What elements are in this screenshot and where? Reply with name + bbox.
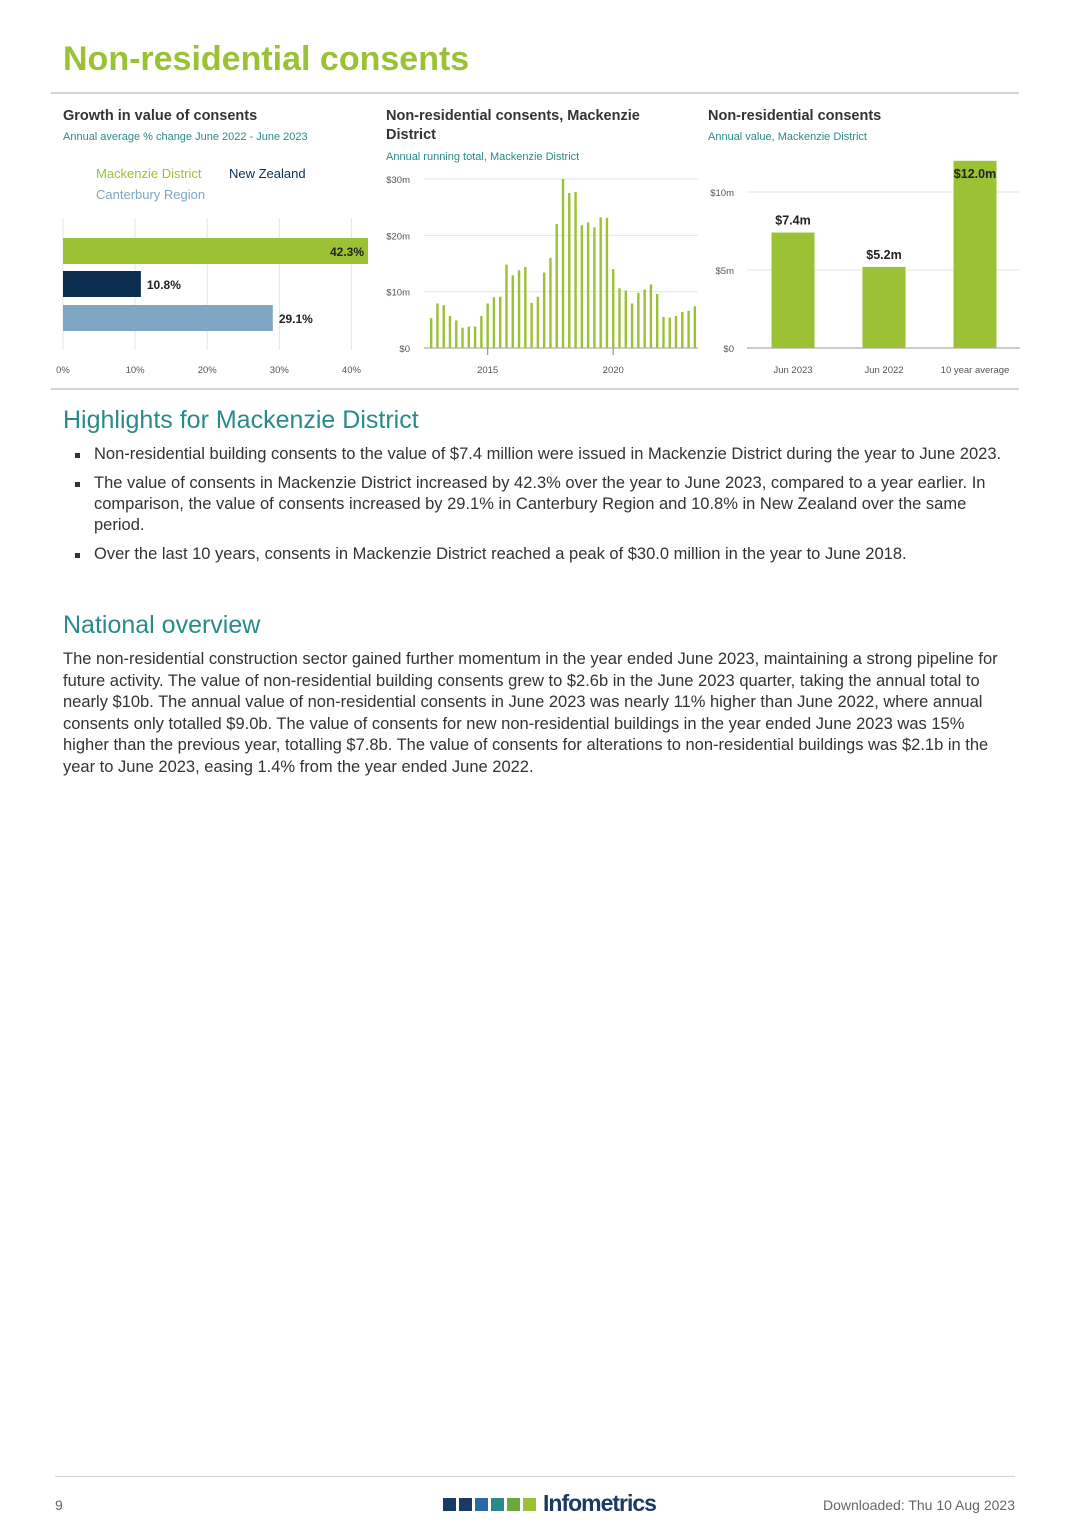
y-tick-label: $0: [399, 344, 410, 355]
logo-square-icon: [491, 1498, 504, 1511]
bar: [643, 289, 645, 348]
chart1-legend-item-1: New Zealand: [229, 166, 306, 181]
bar-mackenzie-district: [63, 238, 368, 264]
bar: [480, 316, 482, 348]
bar: [637, 293, 639, 348]
bar: [430, 318, 432, 348]
bar: [574, 192, 576, 348]
bar-new-zealand: [63, 271, 141, 297]
highlight-item: Over the last 10 years, consents in Mackenzie District reached a peak of $30.0 million in the year to June 2018.: [63, 544, 1008, 565]
footer-divider: [55, 1476, 1015, 1477]
bar: [656, 294, 658, 348]
bar: [549, 258, 551, 348]
bar: [436, 303, 438, 348]
x-tick-label: 0%: [56, 365, 70, 376]
highlight-item: The value of consents in Mackenzie District increased by 42.3% over the year to June 2023, compared to a year earlier. In comparison, the value of consents increased by 29.1% in Canterbury Region and 10.8% in New Zealand over the same period.: [63, 473, 1008, 536]
charts-divider: [51, 388, 1019, 390]
annual-value-bar-chart: [703, 152, 1023, 382]
y-tick-label: $10m: [710, 188, 734, 199]
logo-square-icon: [523, 1498, 536, 1511]
chart1-title: Growth in value of consents: [63, 108, 258, 124]
chart3-title: Non-residential consents: [708, 108, 882, 124]
page-number: 9: [55, 1497, 63, 1513]
bar: [537, 297, 539, 348]
bar: [442, 305, 444, 348]
bar: [518, 270, 520, 348]
bar: [562, 179, 564, 348]
bar: [593, 227, 595, 348]
bar: [474, 327, 476, 348]
y-tick-label: $10m: [386, 287, 410, 299]
chart1-legend-item-2: Canterbury Region: [96, 187, 206, 202]
page-title: Non-residential consents: [63, 40, 470, 78]
bar: [468, 327, 470, 348]
download-date: Downloaded: Thu 10 Aug 2023: [822, 1497, 1015, 1513]
bar-value-label: $5.2m: [866, 247, 902, 262]
x-tick-label: 40%: [341, 365, 361, 376]
x-tick-label: 10 year average: [940, 365, 1010, 376]
x-tick-label: 30%: [269, 365, 289, 376]
y-tick-label: $30m: [386, 175, 410, 186]
chart2-subtitle: Annual running total, Mackenzie District: [386, 151, 580, 163]
chart3-subtitle: Annual value, Mackenzie District: [708, 131, 867, 143]
bar-value-label: $12.0m: [953, 166, 997, 181]
highlights-list: [63, 444, 1008, 573]
bar: [543, 273, 545, 348]
bar: [669, 318, 671, 348]
bar: [618, 288, 620, 348]
bar: [631, 303, 633, 348]
logo-square-icon: [443, 1498, 456, 1511]
bar: [687, 311, 689, 348]
bar: [612, 269, 614, 348]
bar-jun-2022: [863, 267, 906, 348]
bar: [681, 312, 683, 348]
highlight-item: Non-residential building consents to the value of $7.4 million were issued in Mackenzie District during the year to June 2023.: [63, 444, 1008, 465]
bar-value-label: $7.4m: [775, 213, 811, 228]
bar: [606, 218, 608, 348]
bar: [587, 222, 589, 348]
bar: [505, 265, 507, 348]
top-divider: [51, 92, 1019, 94]
bar: [486, 303, 488, 348]
logo-square-icon: [507, 1498, 520, 1511]
bar: [530, 303, 532, 348]
x-tick-label: Jun 2022: [864, 365, 904, 376]
bar-10-year-average: [954, 161, 997, 348]
bar: [455, 320, 457, 348]
bar: [493, 297, 495, 348]
bar-value-label: 29.1%: [278, 312, 313, 326]
x-tick-label: 10%: [125, 365, 145, 376]
growth-bar-chart: [55, 210, 375, 382]
bar: [675, 316, 677, 348]
logo-wordmark: Infometrics: [543, 1490, 656, 1516]
x-tick-label: Jun 2023: [773, 365, 813, 376]
chart2-title: Non-residential consents, Mackenzie District: [386, 108, 640, 143]
chart1-subtitle: Annual average % change June 2022 - June 2023: [63, 131, 308, 143]
running-total-bar-chart: [382, 168, 700, 382]
y-tick-label: $20m: [386, 231, 410, 243]
highlights-heading: Highlights for Mackenzie District: [63, 406, 419, 434]
bar-value-label: 42.3%: [329, 245, 364, 259]
bar-value-label: 10.8%: [146, 278, 181, 292]
bar: [556, 224, 558, 348]
y-tick-label: $5m: [715, 266, 734, 277]
bar: [650, 284, 652, 348]
bar-jun-2023: [772, 233, 815, 348]
chart1-legend-item-0: Mackenzie District: [96, 166, 202, 181]
bar: [568, 193, 570, 348]
bar: [512, 275, 514, 348]
bar: [499, 297, 501, 348]
bar: [694, 306, 696, 348]
bar: [625, 291, 627, 348]
bar: [662, 317, 664, 348]
bar: [599, 217, 601, 348]
x-tick-label: 2020: [602, 365, 624, 376]
x-tick-label: 20%: [197, 365, 217, 376]
bar: [581, 225, 583, 348]
logo-square-icon: [459, 1498, 472, 1511]
national-overview-heading: National overview: [63, 611, 261, 639]
bar: [461, 328, 463, 348]
bar: [524, 267, 526, 348]
logo-square-icon: [475, 1498, 488, 1511]
bar-canterbury-region: [63, 305, 273, 331]
y-tick-label: $0: [723, 344, 734, 355]
bar: [449, 316, 451, 348]
x-tick-label: 2015: [477, 365, 499, 376]
national-overview-text: The non-residential construction sector gained further momentum in the year ended June 2023, maintaining a strong pipeline for future activity. The value of non-residential building consents grew to $2.6b in the June 2023 quarter, taking the annual total to nearly $10b. The annual value of non-residential consents in June 2023 was nearly 11% higher than June 2022, where annual consents only totalled $9.0b. The value of consents for new non-residential buildings in the year ended June 2023 was 15% higher than the previous year, totalling $7.8b. The value of consents for alterations to non-residential buildings was $2.1b in the year to June 2023, easing 1.4% from the year ended June 2022.: [63, 650, 998, 776]
